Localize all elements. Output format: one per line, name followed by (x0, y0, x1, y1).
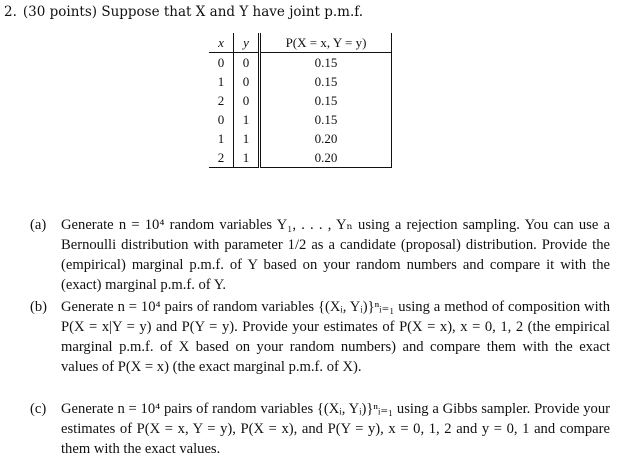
cell-x: 0 (209, 53, 234, 73)
cell-y: 1 (234, 110, 260, 129)
cell-prob: 0.15 (260, 53, 392, 73)
part-text: Generate n = 10⁴ random variables Y₁, . . . , Yₙ using a rejection sampling. You can use a Bernoulli distribution with parameter 1/2 as a candidate (proposal) distribution. Provide the (empirical) marginal p.m.f. of Y based on your random numbers and compare it with the (exact) marginal p.m.f. of Y. (61, 217, 610, 293)
table-row (209, 91, 392, 110)
part-c (30, 399, 610, 459)
table-row (209, 72, 392, 91)
header-x: x (209, 33, 234, 53)
cell-x: 1 (209, 129, 234, 148)
cell-x: 2 (209, 91, 234, 110)
cell-prob: 0.15 (260, 72, 392, 91)
cell-prob: 0.20 (260, 129, 392, 148)
cell-x: 1 (209, 72, 234, 91)
cell-y: 0 (234, 53, 260, 73)
part-b (30, 297, 610, 396)
part-text: Generate n = 10⁴ pairs of random variables {(Xᵢ, Yᵢ)}ⁿᵢ₌₁ using a method of composition with P(X = x|Y = y) and P(Y = y). Provide your estimates of P(X = x), x = 0, 1, 2 (the empirical marginal p.m.f. of X based on your random numbers) and compare them with the exact values of P(X = x) (the exact marginal p.m.f. of X). (61, 299, 610, 375)
cell-y: 1 (234, 148, 260, 168)
header-y: y (234, 33, 260, 53)
cell-y: 1 (234, 129, 260, 148)
table-row (209, 110, 392, 129)
table-row (209, 129, 392, 148)
part-label: (a) (30, 217, 47, 233)
cell-prob: 0.20 (260, 148, 392, 168)
joint-pmf-table (209, 33, 392, 168)
table-row (209, 53, 392, 73)
table-row (209, 148, 392, 168)
cell-x: 2 (209, 148, 234, 168)
question-parts (30, 215, 610, 462)
problem-statement (4, 4, 363, 20)
part-a (30, 215, 610, 294)
part-label: (b) (30, 299, 48, 315)
cell-x: 0 (209, 110, 234, 129)
cell-y: 0 (234, 91, 260, 110)
cell-prob: 0.15 (260, 110, 392, 129)
problem-intro: (30 points) Suppose that X and Y have joint p.m.f. (22, 4, 364, 20)
part-label: (c) (30, 401, 47, 417)
cell-y: 0 (234, 72, 260, 91)
problem-number: 2. (4, 4, 17, 20)
cell-prob: 0.15 (260, 91, 392, 110)
table-header-row (209, 33, 392, 53)
header-prob: P(X = x, Y = y) (260, 33, 392, 53)
part-text: Generate n = 10⁴ pairs of random variables {(Xᵢ, Yᵢ)}ⁿᵢ₌₁ using a Gibbs sampler. Provide your estimates of P(X = x, Y = y), P(X = x), and P(Y = y), x = 0, 1, 2 and y = 0, 1 and compare them with the exact values. (61, 401, 610, 457)
